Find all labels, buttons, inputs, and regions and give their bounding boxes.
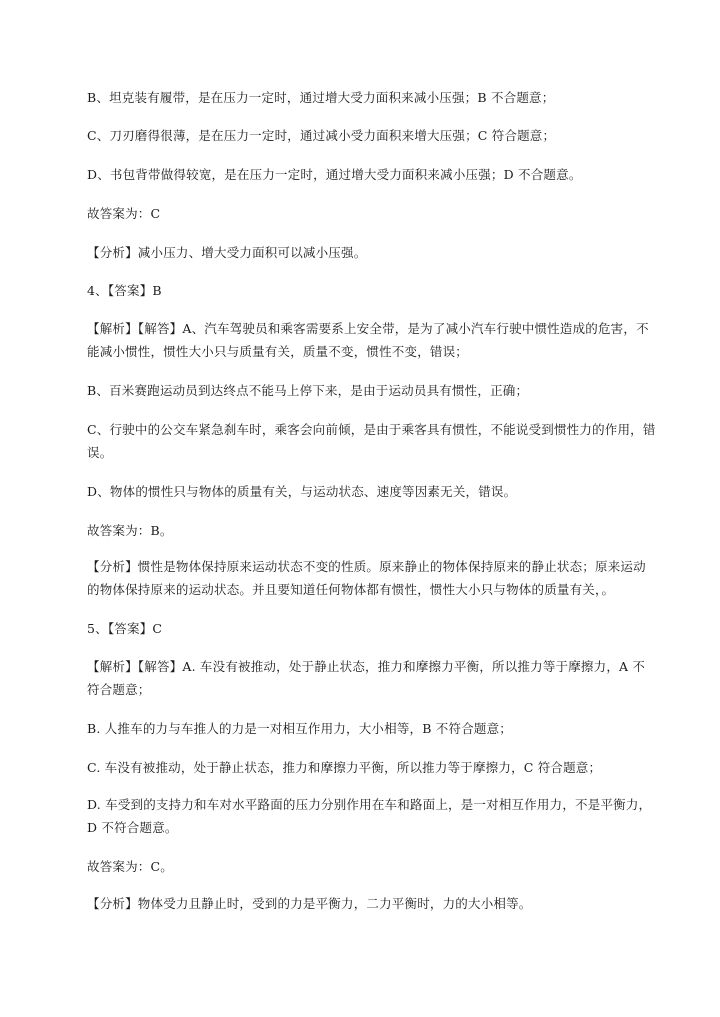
q5-explanation-b: B. 人推车的力与车推人的力是一对相互作用力，大小相等，B 不符合题意； — [87, 721, 512, 736]
answer-line-q4: 故答案为：B。 — [87, 523, 173, 538]
analysis-line-q4-part2: 的物体保持原来的运动状态。并且要知道任何物体都有惯性，惯性大小只与物体的质量有关，。 — [87, 582, 615, 597]
q4-explanation-d: D、物体的惯性只与物体的质量有关，与运动状态、速度等因素无关，错误。 — [87, 484, 517, 499]
text-line-b-tank: B、坦克装有履带，是在压力一定时，通过增大受力面积来减小压强；B 不合题意； — [87, 90, 555, 105]
answer-line-q5: 故答案为：C。 — [87, 859, 173, 874]
answer-line-q3: 故答案为：C — [87, 206, 161, 221]
question-5-answer-heading: 5、【答案】C — [87, 621, 163, 636]
q4-explanation-c-line1: C、行驶中的公交车紧急刹车时，乘客会向前倾，是由于乘客具有惯性，不能说受到惯性力的作用，错 — [87, 422, 656, 437]
q4-explanation-c-line2: 误。 — [87, 445, 113, 460]
q5-explanation-a-line2: 符合题意； — [87, 682, 151, 697]
analysis-line-q5: 【分析】物体受力且静止时，受到的力是平衡力，二力平衡时，力的大小相等。 — [87, 896, 532, 911]
q5-explanation-a-line1: 【解析】【解答】A. 车没有被推动，处于静止状态，推力和摩擦力平衡，所以推力等于摩擦力，A 不 — [87, 659, 646, 674]
q4-explanation-b: B、百米赛跑运动员到达终点不能马上停下来，是由于运动员具有惯性，正确； — [87, 383, 529, 398]
text-line-c-blade: C、刀刃磨得很薄，是在压力一定时，通过减小受力面积来增大压强；C 符合题意； — [87, 128, 556, 143]
q5-explanation-c: C. 车没有被推动，处于静止状态，推力和摩擦力平衡，所以推力等于摩擦力，C 符合题意； — [87, 760, 602, 775]
q5-explanation-d-line1: D. 车受到的支持力和车对水平路面的压力分别作用在车和路面上，是一对相互作用力，不是平衡力， — [87, 797, 652, 812]
q5-explanation-d-line2: D 不符合题意。 — [87, 820, 178, 835]
q4-explanation-a-line2: 能减小惯性，惯性大小只与质量有关，质量不变，惯性不变，错误； — [87, 344, 469, 359]
text-line-d-backpack: D、书包背带做得较宽，是在压力一定时，通过增大受力面积来减小压强；D 不合题意。 — [87, 167, 582, 182]
analysis-line-q3: 【分析】减小压力、增大受力面积可以减小压强。 — [87, 245, 367, 260]
question-4-answer-heading: 4、【答案】B — [87, 283, 162, 298]
analysis-line-q4-part1: 【分析】惯性是物体保持原来运动状态不变的性质。原来静止的物体保持原来的静止状态；原来运动 — [87, 559, 646, 574]
q4-explanation-a-line1: 【解析】【解答】A、汽车驾驶员和乘客需要系上安全带，是为了减小汽车行驶中惯性造成的危害，不 — [87, 321, 649, 336]
